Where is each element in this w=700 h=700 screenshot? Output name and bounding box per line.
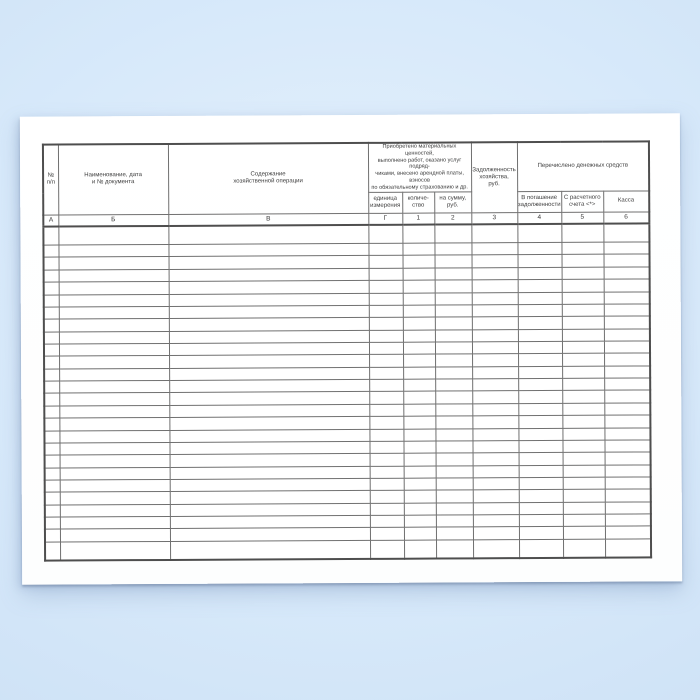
empty-cell [58,245,168,258]
header-amount: на сумму, руб. [434,191,471,212]
empty-cell [604,378,650,391]
empty-cell [473,453,519,466]
empty-cell [404,527,436,540]
empty-cell [403,391,435,404]
empty-cell [472,403,518,416]
empty-cell [60,541,170,560]
empty-cell [169,342,369,355]
header-acquired-group: Приобретено материальных ценностей, выполнено работ, оказано услуг подряд- чиками, внесено арендной платы, взносов по обязательному страхованию и др. [368,142,471,192]
empty-cell [603,242,649,255]
empty-cell [44,443,59,455]
empty-cell [370,466,404,479]
empty-cell [519,465,563,478]
empty-cell [562,391,604,404]
empty-cell [519,539,563,558]
empty-cell [561,224,603,243]
empty-cell [436,540,473,559]
empty-cell [563,477,605,490]
empty-cell [562,403,604,416]
empty-cell [518,304,562,317]
empty-cell [45,455,60,467]
empty-cell [562,341,604,354]
empty-cell [435,354,472,367]
empty-cell [605,452,651,465]
empty-cell [368,225,402,244]
empty-cell [436,465,473,478]
empty-cell [435,305,472,318]
empty-cell [435,280,472,293]
empty-cell [604,329,650,342]
empty-cell [169,392,369,405]
empty-cell [170,478,370,491]
empty-cell [59,393,169,406]
empty-cell [404,453,436,466]
empty-cell [436,490,473,503]
empty-cell [604,254,650,267]
empty-cell [369,256,403,269]
empty-cell [60,492,170,505]
empty-cell [403,367,435,380]
empty-cell [403,268,435,281]
empty-cell [59,381,169,394]
empty-cell [518,416,562,429]
empty-cell [44,406,59,418]
empty-cell [604,353,650,366]
empty-cell [518,317,562,330]
empty-cell [403,293,435,306]
empty-cell [369,379,403,392]
empty-cell [472,255,518,268]
empty-cell [60,529,170,542]
empty-cell [436,503,473,516]
empty-cell [370,491,404,504]
empty-cell [563,489,605,502]
empty-cell [370,503,404,516]
empty-cell [435,330,472,343]
ledger-table-area [42,140,650,561]
empty-cell [59,418,169,431]
empty-cell [45,492,60,504]
empty-cell [518,378,562,391]
empty-cell [59,282,169,295]
empty-cell [59,257,169,270]
empty-cell [44,431,59,443]
empty-cell [45,542,60,561]
empty-cell [59,306,169,319]
empty-cell [370,540,404,559]
empty-cell [604,440,650,453]
empty-cell [562,440,604,453]
empty-cell [604,341,650,354]
header-unit: единица измерения [368,192,402,213]
empty-cell [403,280,435,293]
empty-cell [44,369,59,381]
empty-cell [435,317,472,330]
empty-cell [170,540,370,560]
empty-cell [43,227,58,246]
empty-cell [434,243,471,256]
empty-cell [562,415,604,428]
empty-cell [44,356,59,368]
empty-cell [370,453,404,466]
empty-cell [472,329,518,342]
empty-cell [435,416,472,429]
empty-cell [168,225,368,245]
empty-cell [60,467,170,480]
header-account: С расчетного счета <*> [561,191,603,212]
empty-cell [169,281,369,294]
empty-cell [169,256,369,269]
empty-cell [369,392,403,405]
empty-cell [59,294,169,307]
empty-cell [45,468,60,480]
empty-cell [472,280,518,293]
empty-cell [369,342,403,355]
header-num: № п/п [43,145,58,215]
empty-cell [403,379,435,392]
empty-cell [59,331,169,344]
empty-cell [169,417,369,430]
index-cell: А [43,215,58,227]
empty-cell [44,344,59,356]
empty-cell [44,282,59,294]
empty-cell [436,527,473,540]
empty-cell [170,491,370,504]
empty-cell [519,514,563,527]
header-operation: Содержание хозяйственной операции [168,143,368,214]
empty-cell [562,267,604,280]
empty-cell [169,330,369,343]
table-row [45,539,651,561]
empty-cell [472,428,518,441]
empty-cell [473,527,519,540]
empty-cell [472,379,518,392]
index-cell: 5 [561,212,603,224]
empty-cell [369,305,403,318]
empty-cell [44,295,59,307]
empty-cell [43,245,58,257]
empty-cell [473,490,519,503]
index-cell: 3 [471,212,517,224]
empty-cell [44,418,59,430]
empty-cell [169,441,369,454]
empty-cell [604,291,650,304]
empty-cell [472,391,518,404]
index-cell: Г [368,213,402,225]
empty-cell [59,356,169,369]
empty-cell [169,293,369,306]
empty-cell [604,427,650,440]
empty-cell [604,415,650,428]
empty-cell [403,305,435,318]
empty-cell [169,379,369,392]
table-header [43,141,649,226]
empty-cell [404,503,436,516]
empty-cell [605,489,651,502]
empty-cell [605,514,651,527]
empty-cell [60,455,170,468]
empty-cell [404,540,436,559]
empty-cell [518,440,562,453]
empty-cell [517,243,561,256]
empty-cell [605,502,651,515]
empty-cell [605,465,651,478]
empty-cell [369,280,403,293]
index-cell: 2 [434,212,471,224]
empty-cell [369,429,403,442]
header-doc-name: Наименование, дата и № документа [58,144,168,215]
empty-cell [45,529,60,541]
empty-cell [604,390,650,403]
empty-cell [370,515,404,528]
empty-cell [59,343,169,356]
empty-cell [436,453,473,466]
empty-cell [434,224,471,243]
empty-cell [404,490,436,503]
header-repayment: В погашение задолженности [517,191,561,212]
empty-cell [562,304,604,317]
empty-cell [170,466,370,479]
empty-cell [562,378,604,391]
empty-cell [435,428,472,441]
empty-cell [169,268,369,281]
empty-cell [519,490,563,503]
empty-cell [169,367,369,380]
empty-cell [403,441,435,454]
empty-cell [518,428,562,441]
empty-cell [169,404,369,417]
empty-cell [435,367,472,380]
empty-cell [59,405,169,418]
empty-cell [58,226,168,245]
empty-cell [60,516,170,529]
empty-cell [59,269,169,282]
empty-cell [436,515,473,528]
empty-cell [473,502,519,515]
empty-cell [44,258,59,270]
empty-cell [518,403,562,416]
empty-cell [170,528,370,541]
paper-sheet [20,113,682,584]
empty-cell [435,379,472,392]
empty-cell [369,416,403,429]
empty-cell [168,244,368,257]
empty-cell [370,478,404,491]
empty-cell [519,477,563,490]
empty-cell [45,505,60,517]
empty-cell [562,428,604,441]
empty-cell [169,355,369,368]
empty-cell [59,368,169,381]
empty-cell [563,527,605,540]
empty-cell [472,354,518,367]
empty-cell [44,270,59,282]
empty-cell [403,330,435,343]
empty-cell [60,479,170,492]
empty-cell [472,305,518,318]
empty-cell [562,255,604,268]
empty-cell [473,478,519,491]
empty-cell [370,528,404,541]
empty-cell [59,430,169,443]
empty-cell [473,539,519,558]
empty-cell [436,478,473,491]
empty-cell [604,316,650,329]
empty-cell [518,255,562,268]
empty-cell [435,292,472,305]
empty-cell [170,503,370,516]
empty-cell [369,293,403,306]
empty-cell [369,441,403,454]
empty-cell [403,416,435,429]
empty-cell [59,442,169,455]
empty-cell [404,478,436,491]
empty-cell [472,440,518,453]
empty-cell [605,539,651,558]
empty-cell [60,504,170,517]
empty-cell [518,292,562,305]
empty-cell [45,480,60,492]
empty-cell [44,319,59,331]
empty-cell [604,279,650,292]
empty-cell [435,441,472,454]
empty-cell [604,403,650,416]
empty-cell [169,429,369,442]
empty-cell [44,393,59,405]
empty-cell [563,465,605,478]
empty-cell [518,280,562,293]
ledger-table [42,140,652,561]
empty-cell [562,354,604,367]
empty-cell [435,255,472,268]
index-cell: 6 [603,212,649,224]
index-cell: 1 [402,213,434,225]
ledger-body [43,224,651,561]
empty-cell [605,477,651,490]
header-quantity: количе- ство [402,192,434,213]
empty-cell [473,465,519,478]
empty-cell [472,366,518,379]
empty-cell [44,332,59,344]
empty-cell [404,515,436,528]
empty-cell [403,429,435,442]
empty-cell [369,330,403,343]
empty-cell [402,225,434,244]
empty-cell [603,224,649,243]
empty-cell [402,243,434,256]
empty-cell [471,243,517,256]
empty-cell [369,268,403,281]
empty-cell [435,268,472,281]
empty-cell [472,342,518,355]
empty-cell [561,242,603,255]
empty-cell [44,381,59,393]
empty-cell [404,466,436,479]
empty-cell [562,316,604,329]
empty-cell [605,526,651,539]
index-cell: Б [58,214,168,227]
empty-cell [472,317,518,330]
empty-cell [435,342,472,355]
empty-cell [517,224,561,243]
header-row-groups [43,141,649,193]
empty-cell [435,404,472,417]
empty-cell [563,502,605,515]
empty-cell [170,454,370,467]
empty-cell [518,391,562,404]
empty-cell [369,318,403,331]
index-cell: В [168,213,368,226]
empty-cell [604,267,650,280]
empty-cell [518,329,562,342]
header-transferred-group: Перечислено денежных средств [517,141,649,191]
empty-cell [471,224,517,243]
empty-cell [563,514,605,527]
empty-cell [518,354,562,367]
empty-cell [59,319,169,332]
empty-cell [562,366,604,379]
empty-cell [403,404,435,417]
empty-cell [562,329,604,342]
empty-cell [369,404,403,417]
empty-cell [369,355,403,368]
empty-cell [473,515,519,528]
empty-cell [403,354,435,367]
empty-cell [170,515,370,528]
empty-cell [435,391,472,404]
empty-cell [369,367,403,380]
empty-cell [562,279,604,292]
empty-cell [604,304,650,317]
empty-cell [519,527,563,540]
empty-cell [518,341,562,354]
empty-cell [169,318,369,331]
empty-cell [518,267,562,280]
empty-cell [519,502,563,515]
header-debt: Задолженность хозяйства, руб. [471,142,517,212]
empty-cell [45,517,60,529]
empty-cell [563,452,605,465]
empty-cell [403,256,435,269]
empty-cell [403,342,435,355]
empty-cell [368,243,402,256]
empty-cell [604,366,650,379]
header-cash: Касса [603,191,649,212]
empty-cell [44,307,59,319]
empty-cell [472,292,518,305]
index-cell: 4 [517,212,561,224]
empty-cell [518,366,562,379]
empty-cell [169,305,369,318]
empty-cell [563,539,605,558]
empty-cell [403,317,435,330]
empty-cell [519,453,563,466]
empty-cell [562,292,604,305]
empty-cell [472,267,518,280]
empty-cell [472,416,518,429]
